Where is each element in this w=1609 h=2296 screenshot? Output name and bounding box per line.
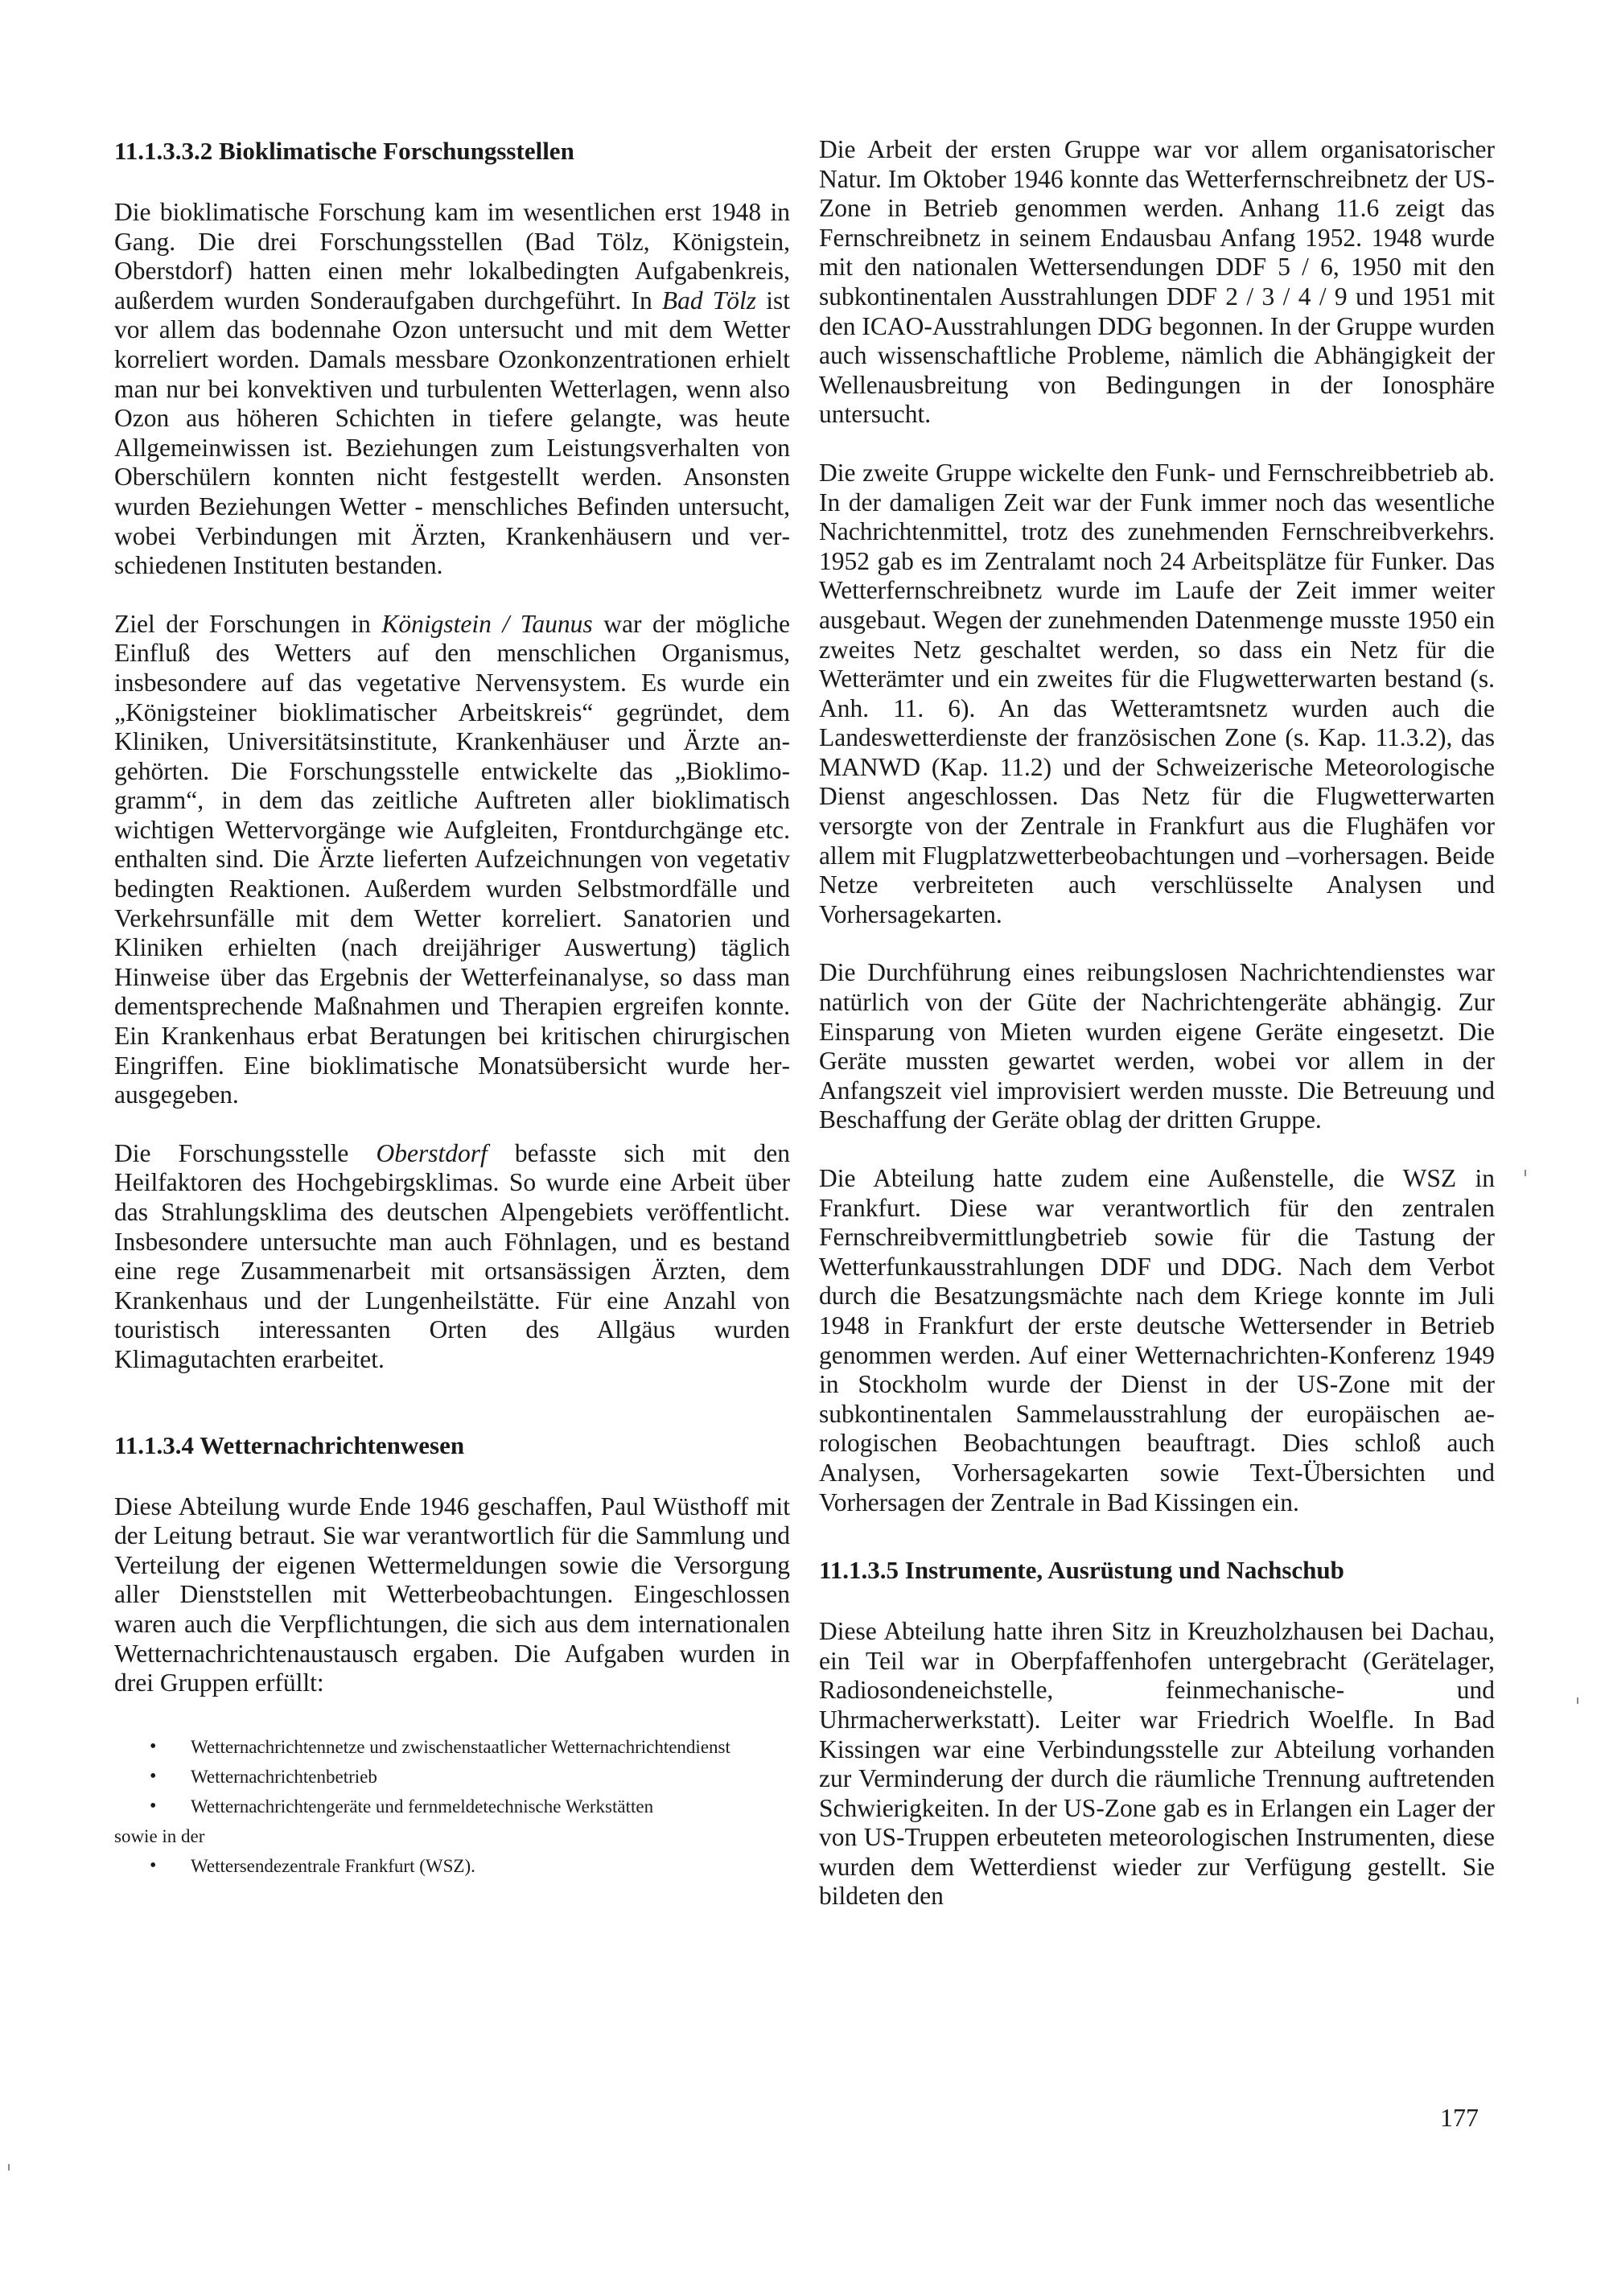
right-column xyxy=(819,135,1495,1940)
paragraph-nachrichtengeraete: Die Durchführung eines reibungslosen Nachrichtendienstes war natürlich von der Güte der Nachrichtengeräte abhängig. Zur Einsparung von Mieten wurden eigene Geräte eingesetzt. Die Geräte mussten gewartet werden, wobei vor allem in der Anfangszeit viel improvisiert werden musste. Die Betreuung und Beschaffung der Geräte oblag der dritten Gruppe. xyxy=(819,958,1495,1134)
place-name-oberstdorf: Oberstdorf xyxy=(376,1138,488,1167)
bullet-icon: • xyxy=(150,1765,157,1787)
list-item xyxy=(114,1762,790,1792)
left-column xyxy=(114,135,790,1881)
paragraph-text: ist vor allem das bodennahe Ozon untersucht und mit dem Wetter korreliert worden. Damals messbare Ozonkonzentrationen erhielt man nur bei konvektiven und turbulenten Wetterlagen, wenn also Ozon aus höheren Schichten in tiefere gelangte, was heute Allgemeinwissen ist. Beziehungen zum Leistungsverhalten von Oberschülern konnten nicht festgestellt werden. Ansonsten wurden Beziehungen Wetter - menschliches Befinden untersucht, wobei Verbindungen mit Ärzten, Krankenhäusern und verschiedenen Instituten bestanden. xyxy=(114,286,790,580)
paragraph-text: Die bioklimatische Forschung kam im wesentlichen erst 1948 in Gang. Die drei Forschungsstellen (Bad Tölz, Königstein, Oberstdorf) hatten einen mehr lokalbedingten Aufgabenkreis, außerdem wurden Sonderaufgaben durchgeführt. In xyxy=(114,198,790,315)
section-heading-wetternachrichtenwesen: 11.1.3.4 Wetternachrichtenwesen xyxy=(114,1430,465,1459)
paragraph-aussenstelle-wsz: Die Abteilung hatte zudem eine Außenstelle, die WSZ in Frankfurt. Diese war verantwortlich für den zentralen Fernschreibvermittlungbetrieb sowie für die Tastung der Wetterfunkausstrahlungen DDF und DDG. Nach dem Verbot durch die Besatzungsmächte nach dem Kriege konnte im Juli 1948 in Frankfurt der erste deutsche Wettersender in Betrieb genommen werden. Auf einer Wetternachrichten-Konferenz 1949 in Stockholm wurde der Dienst in der US-Zone mit der subkontinentalen Sammelausstrahlung der europäischen aerologischen Beobachtungen beauftragt. Dies schloß auch Analysen, Vorhersagekarten sowie Text-Übersichten und Vorhersagen der Zentrale in Bad Kissingen ein. xyxy=(819,1164,1495,1516)
section-heading-instrumente: 11.1.3.5 Instrumente, Ausrüstung und Nachschub xyxy=(819,1556,1344,1585)
list-item xyxy=(114,1732,790,1762)
list-item xyxy=(114,1851,790,1881)
paragraph-bioklimatische-forschung xyxy=(114,198,790,581)
list-item-text: Wettersendezentrale Frankfurt (WSZ). xyxy=(191,1855,475,1876)
list-item-text: Wetternachrichtenbetrieb xyxy=(191,1766,377,1787)
paragraph-koenigstein xyxy=(114,610,790,1110)
bullet-icon: • xyxy=(150,1795,157,1817)
paragraph-instrumente: Diese Abteilung hatte ihren Sitz in Kreuzholzhausen bei Dachau, ein Teil war in Oberpfaffenhofen untergebracht (Gerätelager, Radiosondeneichstelle, feinmechanische- und Uhrmacherwerkstatt). Leiter war Friedrich Woelfle. In Bad Kissingen war eine Verbindungsstelle zur Abteilung vorhanden zur Verminderung der durch die räumliche Trennung auftretenden Schwierigkeiten. In der US-Zone gab es in Erlangen ein Lager der von US-Truppen erbeuteten meteorologischen Instrumenten, diese wurden dem Wetterdienst wieder zur Verfügung gestellt. Sie bildeten den xyxy=(819,1617,1495,1911)
paragraph-text: war der mögliche Einfluß des Wetters auf den menschlichen Organismus, insbesondere auf das vegetative Nervensystem. Es wurde ein „Königsteiner bioklimatischer Arbeitskreis“ gegründet, dem Kliniken, Universitätsinstitute, Krankenhäuser und Ärzte angehörten. Die Forschungsstelle entwickelte das „Bioklimogramm“, in dem das zeitliche Auftreten aller bioklimatisch wichtigen Wettervorgänge wie Aufgleiten, Frontdurchgänge etc. enthalten sind. Die Ärzte lieferten Aufzeichnungen von vegetativ bedingten Reaktionen. Außerdem wurden Selbstmordfälle und Verkehrsunfälle mit dem Wetter korreliert. Sanatorien und Kliniken erhielten (nach dreijähriger Auswertung) täglich Hinweise über das Ergebnis der Wetterfeinanalyse, so dass man dementsprechende Maßnahmen und Therapien ergreifen konnte. Ein Krankenhaus erbat Beratungen bei kritischen chirurgischen Eingriffen. Eine bioklimatische Monatsübersicht wurde herausgegeben. xyxy=(114,609,790,1109)
scan-mark xyxy=(1525,1170,1526,1176)
page-number: 177 xyxy=(1440,2103,1479,2132)
paragraph-text: Die Forschungsstelle xyxy=(114,1138,377,1167)
paragraph-text: befasste sich mit den Heilfaktoren des Hochgebirgsklimas. So wurde eine Arbeit über das Strahlungsklima des deutschen Alpengebiets veröffentlicht. Insbesondere untersuchte man auch Föhnlagen, und es bestand eine rege Zusammenarbeit mit ortsansässigen Ärzten, dem Krankenhaus und der Lungenheilstätte. Für eine Anzahl von touristisch interessanten Orten des Allgäus wurden Klimagutachten erarbeitet. xyxy=(114,1138,790,1373)
paragraph-text: Ziel der Forschungen in xyxy=(114,609,382,638)
paragraph-erste-gruppe: Die Arbeit der ersten Gruppe war vor allem organisatorischer Natur. Im Oktober 1946 konnte das Wetterfernschreibnetz der US-Zone in Betrieb genommen werden. Anhang 11.6 zeigt das Fernschreibnetz in seinem Endausbau Anfang 1952. 1948 wurde mit den nationalen Wettersendungen DDF 5 / 6, 1950 mit den subkontinentalen Ausstrahlungen DDF 2 / 3 / 4 / 9 und 1951 mit den ICAO-Ausstrahlungen DDG begonnen. In der Gruppe wurden auch wissenschaftliche Probleme, nämlich die Abhängigkeit der Wellenausbreitung von Bedingungen in der Ionosphäre untersucht. xyxy=(819,135,1495,429)
paragraph-wetternachrichtenwesen: Diese Abteilung wurde Ende 1946 geschaffen, Paul Wüsthoff mit der Leitung betraut. Sie war verantwortlich für die Sammlung und Verteilung der eigenen Wettermeldungen sowie die Versorgung aller Dienststellen mit Wetterbeobachtungen. Eingeschlossen waren auch die Verpflichtungen, die sich aus dem internationalen Wetternachrichtenaustausch ergaben. Die Aufgaben wurden in drei Gruppen erfüllt: xyxy=(114,1492,790,1697)
bullet-icon: • xyxy=(150,1735,157,1757)
section-heading-bioklimatische-forschungsstellen: 11.1.3.3.2 Bioklimatische Forschungsstellen xyxy=(114,137,574,165)
paragraph-oberstdorf xyxy=(114,1139,790,1375)
paragraph-zweite-gruppe: Die zweite Gruppe wickelte den Funk- und Fernschreibbetrieb ab. In der damaligen Zeit war der Funk immer noch das wesentliche Nachrichtenmittel, trotz des zunehmenden Fernschreibverkehrs. 1952 gab es im Zentralamt noch 24 Arbeitsplätze für Funker. Das Wetterfernschreibnetz wurde im Laufe der Zeit immer weiter ausgebaut. Wegen der zunehmenden Datenmenge musste 1950 ein zweites Netz geschaltet werden, so dass ein Netz für die Wetterämter und ein zweites für die Flugwetterwarten bestand (s. Anh. 11. 6). An das Wetteramtsnetz wurden auch die Landeswetterdienste der französischen Zone (s. Kap. 11.3.2), das MANWD (Kap. 11.2) und der Schweizerische Meteorologische Dienst angeschlossen. Das Netz für die Flugwetterwarten versorgte von der Zentrale in Frankfurt aus die Flughäfen vor allem mit Flugplatzwetterbeobachtungen und –vorhersagen. Beide Netze verbreiteten auch verschlüsselte Analysen und Vorhersagekarten. xyxy=(819,458,1495,928)
place-name-koenigstein: Königstein / Taunus xyxy=(381,609,593,638)
list-item xyxy=(114,1792,790,1821)
bullet-icon: • xyxy=(150,1854,157,1876)
list-item-text: Wetternachrichtennetze und zwischenstaatlicher Wetternachrichtendienst xyxy=(191,1736,730,1757)
list-continuation-text: sowie in der xyxy=(114,1825,205,1846)
list-item-text: Wetternachrichtengeräte und fernmeldetechnische Werkstätten xyxy=(191,1796,654,1817)
scan-mark xyxy=(8,2164,10,2171)
scan-mark xyxy=(1577,1697,1578,1704)
task-group-list xyxy=(114,1732,790,1881)
place-name-bad-toelz: Bad Tölz xyxy=(661,286,757,315)
